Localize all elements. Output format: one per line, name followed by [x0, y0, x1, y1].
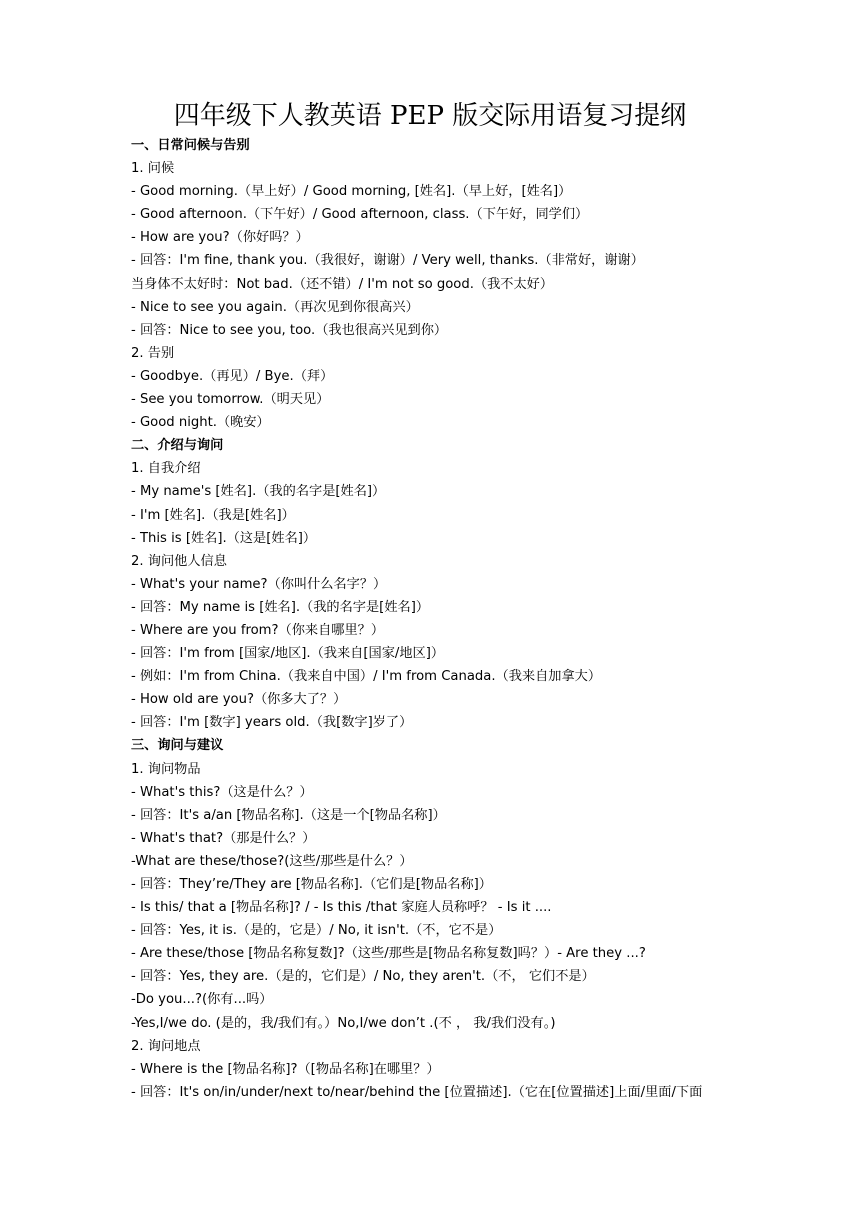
text-line: -Do you...?(你有...吗）	[131, 992, 273, 1008]
text-line: - Where is the [物品名称]?（[物品名称]在哪里？）	[131, 1061, 440, 1077]
text-line: - Nice to see you again.（再次见到你很高兴）	[131, 299, 419, 315]
text-line: - 回答：It's a/an [物品名称].（这是一个[物品名称]）	[131, 807, 446, 823]
subsection-heading: 2. 告别	[131, 345, 175, 361]
text-line: - This is [姓名].（这是[姓名]）	[131, 530, 317, 546]
text-line: 当身体不太好时：Not bad.（还不错）/ I'm not so good.（我不太好）	[131, 276, 554, 292]
text-line: - 回答：I'm from [国家/地区].（我来自[国家/地区]）	[131, 646, 445, 662]
document-title: 四年级下人教英语 PEP 版交际用语复习提纲	[173, 101, 687, 131]
text-line: - Good afternoon.（下午好）/ Good afternoon, class.（下午好，同学们）	[131, 207, 589, 223]
subsection-heading: 2. 询问他人信息	[131, 553, 227, 569]
section-heading: 一、日常问候与告别	[131, 138, 250, 153]
text-line: - Is this/ that a [物品名称]? / - Is this /that 家庭人员称呼？ - Is it ....	[131, 900, 552, 916]
text-line: - How are you?（你好吗？）	[131, 230, 309, 246]
text-line: - What's this?（这是什么？）	[131, 784, 313, 800]
text-line: - Good morning.（早上好）/ Good morning, [姓名].（早上好，[姓名]）	[131, 184, 572, 200]
subsection-heading: 1. 自我介绍	[131, 461, 201, 477]
document-body	[131, 134, 851, 1104]
text-line: - 回答：My name is [姓名].（我的名字是[姓名]）	[131, 599, 430, 615]
text-line: - I'm [姓名].（我是[姓名]）	[131, 507, 295, 523]
text-line: - Goodbye.（再见）/ Bye.（拜）	[131, 368, 334, 384]
text-line: - Are these/those [物品名称复数]?（这些/那些是[物品名称复数]吗？）- Are they ...?	[131, 946, 646, 962]
text-line: - 回答：They’re/They are [物品名称].（它们是[物品名称]）	[131, 877, 492, 892]
text-line: - 例如：I'm from China.（我来自中国）/ I'm from Canada.（我来自加拿大）	[131, 669, 602, 685]
text-line: - 回答：I'm [数字] years old.（我[数字]岁了）	[131, 715, 413, 731]
text-line: -Yes,I/we do. (是的，我/我们有。）No,I/we don’t .(不 ， 我/我们没有。)	[131, 1015, 556, 1031]
text-line: - See you tomorrow.（明天见）	[131, 392, 330, 408]
text-line: - What's that?（那是什么？）	[131, 830, 316, 846]
text-line: - 回答：It's on/in/under/next to/near/behind the [位置描述].（它在[位置描述]上面/里面/下面	[131, 1084, 703, 1100]
text-line: - 回答：Yes, they are.（是的，它们是）/ No, they aren't.（不， 它们不是）	[131, 969, 595, 985]
text-line: -What are these/those?(这些/那些是什么？）	[131, 853, 413, 869]
text-line: - Good night.（晚安）	[131, 415, 270, 431]
subsection-heading: 2. 询问地点	[131, 1038, 201, 1054]
section-heading: 三、询问与建议	[131, 738, 224, 754]
text-line: - My name's [姓名].（我的名字是[姓名]）	[131, 484, 386, 500]
section-heading: 二、介绍与询问	[131, 438, 224, 454]
text-line: - How old are you?（你多大了？）	[131, 692, 347, 708]
text-line: - 回答：Yes, it is.（是的，它是）/ No, it isn't.（不，它不是）	[131, 923, 502, 939]
subsection-heading: 1. 问候	[131, 161, 175, 177]
text-line: - 回答：Nice to see you, too.（我也很高兴见到你）	[131, 322, 448, 338]
text-line: - Where are you from?（你来自哪里？）	[131, 622, 385, 638]
text-line: - 回答：I'm fine, thank you.（我很好，谢谢）/ Very well, thanks.（非常好，谢谢）	[131, 253, 644, 269]
text-line: - What's your name?（你叫什么名字？）	[131, 576, 387, 592]
subsection-heading: 1. 询问物品	[131, 761, 201, 777]
